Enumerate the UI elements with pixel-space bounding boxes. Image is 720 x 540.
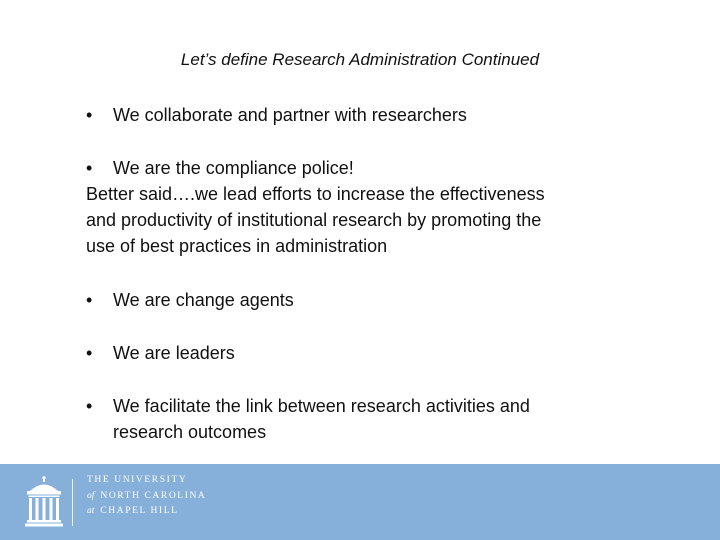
bullet-text-line: research outcomes — [113, 422, 267, 442]
footer-band — [0, 464, 720, 540]
wordmark-prefix: at — [87, 506, 95, 516]
bullet-compliance — [86, 155, 354, 181]
bullet-facilitate — [86, 393, 530, 445]
bullet-dot: • — [86, 343, 93, 363]
paragraph-line: use of best practices in administration — [86, 236, 388, 256]
bullet-collaborate — [86, 102, 467, 128]
paragraph-line: and productivity of institutional research by promoting the — [86, 210, 542, 230]
bullet-text: We are change agents — [113, 290, 294, 310]
bullet-text: We are the compliance police! — [113, 158, 354, 178]
wordmark-line-1: THE UNIVERSITY — [87, 475, 188, 485]
slide-title: Let’s define Research Administration Continued — [180, 50, 540, 69]
better-said-paragraph — [86, 181, 545, 259]
bullet-dot: • — [86, 396, 93, 416]
bullet-text: We are leaders — [113, 343, 235, 363]
old-well-icon — [24, 476, 64, 528]
university-wordmark — [87, 473, 206, 520]
wordmark-prefix: of — [87, 490, 95, 501]
bullet-change-agents — [86, 287, 294, 313]
paragraph-line: Better said….we lead efforts to increase the effectiveness — [86, 184, 545, 204]
logo-divider — [72, 479, 73, 526]
bullet-leaders — [86, 340, 235, 366]
bullet-text-line: We facilitate the link between research activities and — [113, 396, 530, 416]
wordmark-text: CHAPEL HILL — [100, 506, 179, 516]
wordmark-line-3 — [87, 504, 206, 520]
wordmark-line-2 — [87, 489, 206, 505]
bullet-dot: • — [86, 158, 93, 178]
bullet-dot: • — [86, 105, 93, 125]
bullet-text: We collaborate and partner with researchers — [113, 105, 467, 125]
wordmark-text: NORTH CAROLINA — [100, 490, 207, 501]
bullet-dot: • — [86, 290, 93, 310]
